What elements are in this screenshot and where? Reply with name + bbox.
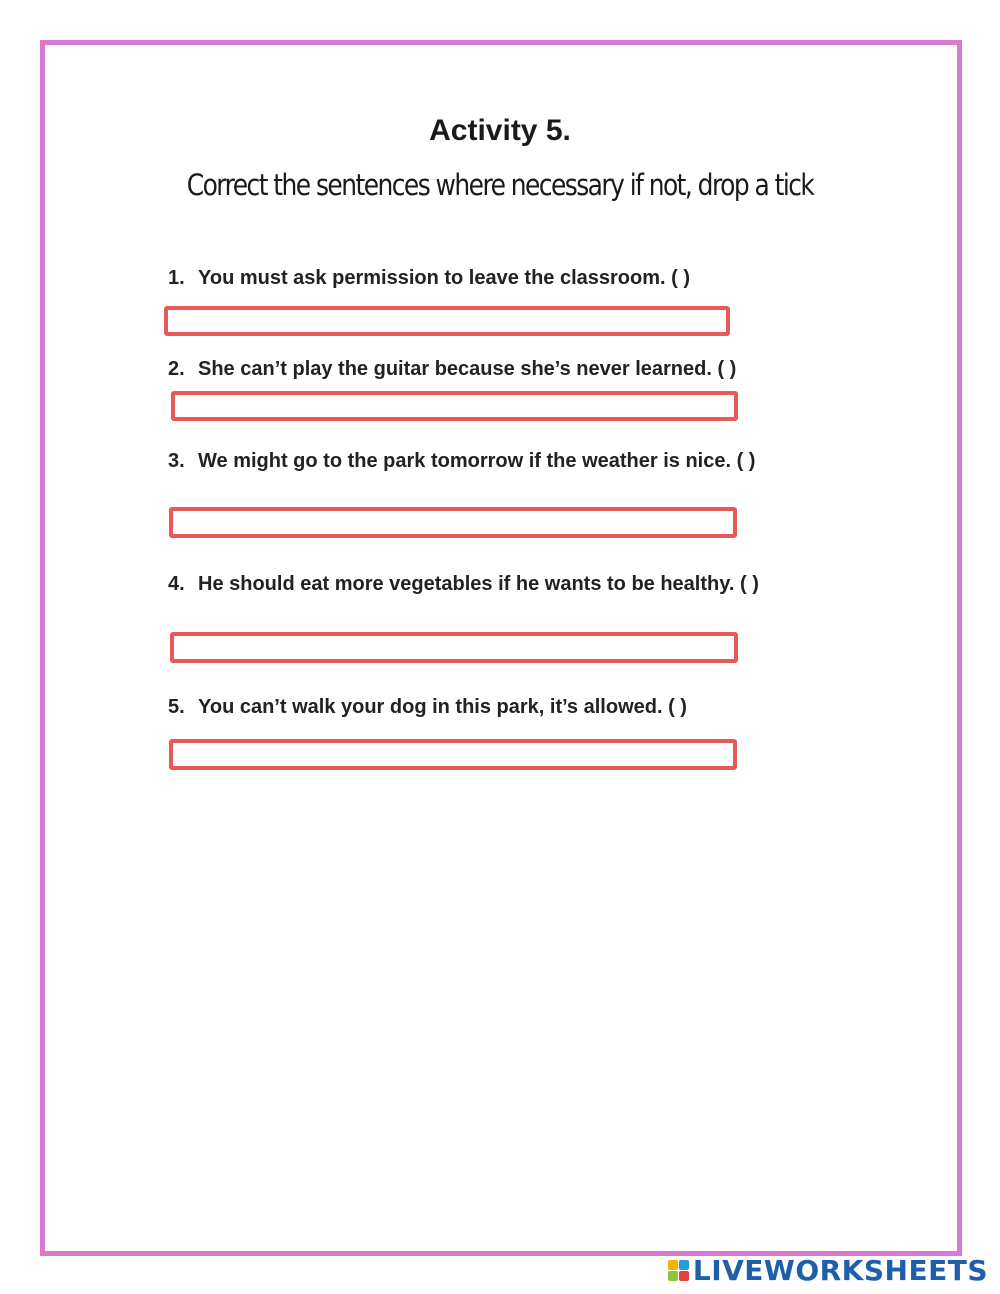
answer-input-2[interactable] xyxy=(171,391,738,421)
instructions: Correct the sentences where necessary if not, drop a tick xyxy=(186,168,814,202)
liveworksheets-brand xyxy=(668,1254,988,1287)
answer-input-4[interactable] xyxy=(170,632,738,663)
brand-name: LIVEWORKSHEETS xyxy=(692,1254,988,1287)
question-2 xyxy=(168,353,858,385)
logo-tile xyxy=(668,1260,678,1270)
question-number: 1. xyxy=(168,267,185,289)
answer-input-5[interactable] xyxy=(169,739,737,770)
question-number: 5. xyxy=(168,696,185,718)
question-number: 2. xyxy=(168,358,185,380)
question-4 xyxy=(168,568,818,600)
question-text: He should eat more vegetables if he wants to be healthy. ( ) xyxy=(198,573,759,595)
question-number: 4. xyxy=(168,573,185,595)
question-number: 3. xyxy=(168,450,185,472)
answer-input-3[interactable] xyxy=(169,507,737,538)
liveworksheets-logo-icon xyxy=(668,1260,689,1281)
question-3 xyxy=(168,445,808,477)
logo-tile xyxy=(679,1271,689,1281)
question-1 xyxy=(168,262,858,294)
question-5 xyxy=(168,691,858,723)
logo-tile xyxy=(668,1271,678,1281)
question-text: You can’t walk your dog in this park, it’s allowed. ( ) xyxy=(198,696,687,718)
question-text: We might go to the park tomorrow if the weather is nice. ( ) xyxy=(198,450,756,472)
logo-tile xyxy=(679,1260,689,1270)
question-text: She can’t play the guitar because she’s never learned. ( ) xyxy=(198,358,737,380)
activity-title: Activity 5. xyxy=(429,114,571,147)
question-text: You must ask permission to leave the classroom. ( ) xyxy=(198,267,691,289)
answer-input-1[interactable] xyxy=(164,306,730,336)
